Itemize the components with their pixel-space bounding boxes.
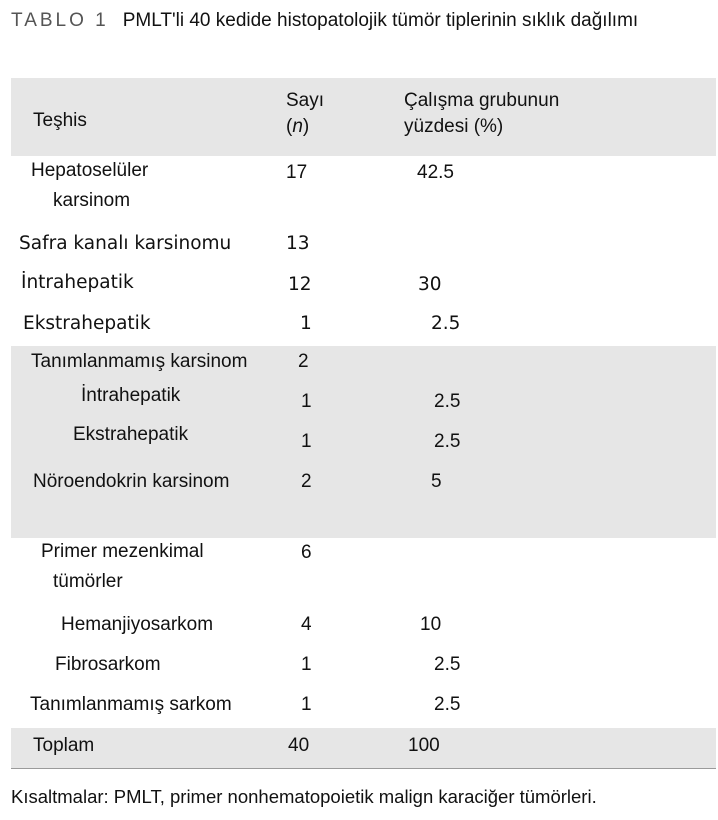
header-count: Sayı (n) (286, 90, 325, 137)
total-count: 40 (288, 735, 310, 756)
table-bottom-rule (11, 768, 716, 769)
row-6-diagnosis: Ekstrahepatik (73, 424, 189, 445)
row-2-count: 12 (288, 274, 312, 295)
row-9-count: 4 (301, 614, 312, 635)
row-2-percent: 30 (418, 274, 442, 295)
row-10-count: 1 (301, 654, 312, 675)
row-5-percent: 2.5 (434, 391, 461, 412)
row-11-diagnosis: Tanımlanmamış sarkom (30, 694, 232, 715)
row-7-diagnosis: Nöroendokrin karsinom (33, 471, 230, 492)
table-title: PMLT'li 40 kedide histopatolojik tümör tiplerinin sıklık dağılımı (122, 10, 639, 31)
total-percent: 100 (408, 735, 440, 756)
header-percent: Çalışma grubunun yüzdesi (%) (404, 90, 560, 137)
row-4-count: 2 (298, 351, 309, 372)
total-label: Toplam (33, 735, 95, 756)
row-0-count: 17 (286, 162, 308, 183)
table-footnote: Kısaltmalar: PMLT, primer nonhematopoietik malign karaciğer tümörleri. (11, 786, 597, 807)
row-2-diagnosis: İntrahepatik (21, 272, 134, 293)
row-1-diagnosis: Safra kanalı karsinomu (19, 233, 232, 254)
table-caption (11, 6, 701, 36)
row-5-count: 1 (301, 391, 312, 412)
header-diagnosis: Teşhis (33, 110, 87, 131)
total-band (11, 728, 716, 768)
row-0-diagnosis: Hepatoselüler karsinom (31, 160, 149, 211)
header-count-label: Sayı (286, 90, 325, 111)
row-4-diagnosis: Tanımlanmamış karsinom (31, 351, 248, 372)
row-1-count: 13 (286, 233, 310, 254)
histopathology-table (11, 78, 716, 768)
header-band (11, 78, 716, 156)
table-label: TABLO 1 (11, 10, 109, 31)
row-9-percent: 10 (420, 614, 442, 635)
row-8-count: 6 (301, 542, 312, 563)
row-6-count: 1 (301, 431, 312, 452)
row-3-percent: 2.5 (431, 313, 461, 334)
header-count-n: n (292, 116, 303, 137)
row-9-diagnosis: Hemanjiyosarkom (61, 614, 214, 635)
row-7-count: 2 (301, 471, 312, 492)
row-10-diagnosis: Fibrosarkom (55, 654, 161, 675)
row-11-count: 1 (301, 694, 312, 715)
row-8-diagnosis: Primer mezenkimal tümörler (41, 541, 204, 592)
row-10-percent: 2.5 (434, 654, 461, 675)
row-3-count: 1 (300, 313, 312, 334)
table-row-diagnosis (31, 156, 171, 216)
row-6-percent: 2.5 (434, 431, 461, 452)
row-11-percent: 2.5 (434, 694, 461, 715)
row-7-percent: 5 (431, 471, 442, 492)
row-3-diagnosis: Ekstrahepatik (23, 313, 151, 334)
row-0-percent: 42.5 (417, 162, 454, 183)
row-5-diagnosis: İntrahepatik (81, 385, 181, 406)
